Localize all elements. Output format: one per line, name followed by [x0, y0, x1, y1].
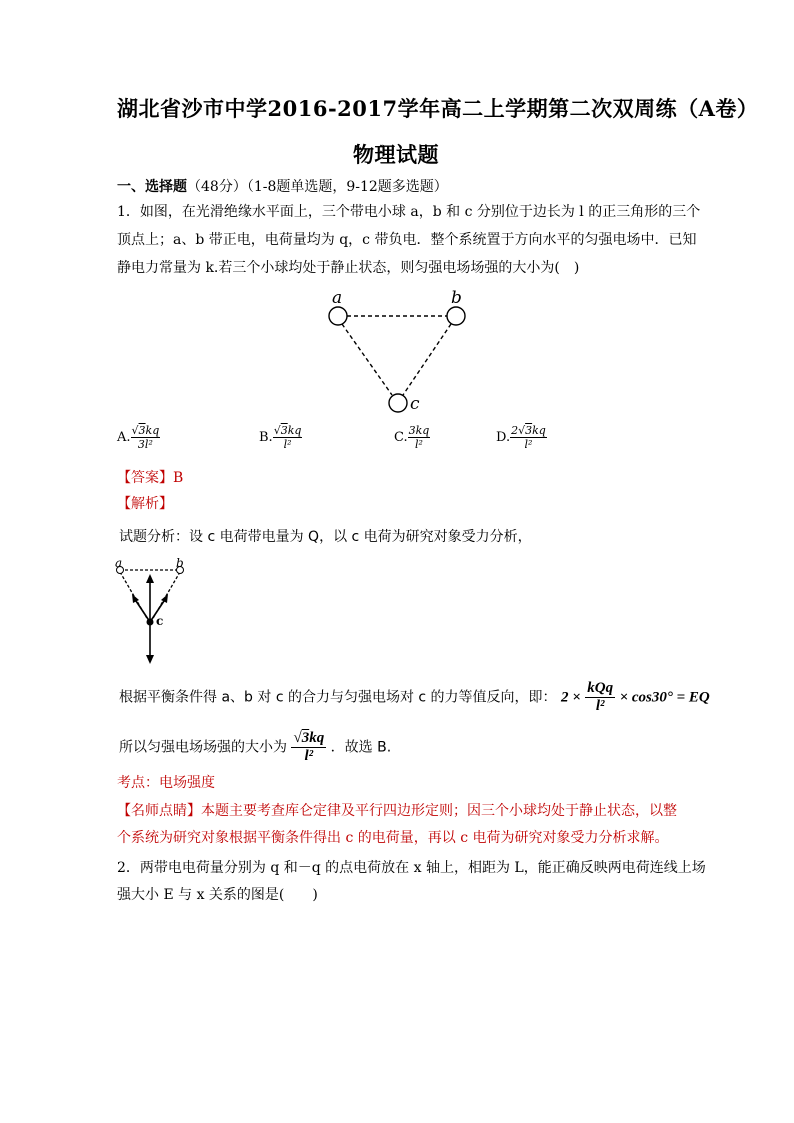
option-a-den: 3l² [137, 438, 153, 451]
section-heading [117, 175, 448, 199]
result-radicand: 3 [301, 730, 310, 746]
force-diagram [112, 558, 192, 668]
analysis-line-2-text: 根据平衡条件得 a、b 对 c 的合力与匀强电场对 c 的力等值反向，即： [119, 689, 557, 706]
option-c-letter: C. [394, 430, 408, 445]
charge-a [329, 307, 347, 325]
analysis-line-2 [119, 680, 710, 715]
triangle-charges-figure [320, 282, 480, 417]
q1-line-1: 1．如图，在光滑绝缘水平面上，三个带电小球 a，b 和 c 分别位于边长为 l 的正三角形的三个 [117, 204, 701, 220]
option-b[interactable] [259, 424, 302, 451]
option-b-letter: B. [259, 430, 273, 445]
option-a-letter: A. [117, 430, 131, 445]
q2-line-2: 强大小 E 与 x 关系的图是( ) [117, 887, 318, 903]
equation-prefix: 2 × [561, 689, 581, 706]
force-label-a: a [115, 558, 123, 570]
option-d-prefix: 2 [511, 424, 519, 437]
option-d-num: kq [532, 424, 546, 437]
option-a-num: kq [145, 424, 160, 437]
section-heading-meta: （48分）（1-8题单选题，9-12题多选题） [187, 179, 448, 195]
option-a[interactable] [117, 424, 160, 451]
charge-c [389, 394, 407, 412]
label-a: a [332, 288, 343, 308]
label-b: b [451, 288, 462, 308]
option-a-radicand: 3 [138, 424, 146, 437]
option-b-radicand: 3 [280, 424, 288, 437]
answer-value: B [173, 470, 184, 486]
option-b-fraction: $\frac{√3kq}{\text{l²}}$ [273, 424, 302, 451]
result-num: kq [309, 730, 325, 746]
analysis-line-1: 试题分析：设 c 电荷带电量为 Q，以 c 电荷为研究对象受力分析， [119, 529, 532, 545]
option-d-radicand: 3 [525, 424, 533, 437]
analysis-line-3-end: ．故选 B. [330, 739, 392, 756]
option-b-num: kq [287, 424, 302, 437]
answer-label: 【答案】 [117, 470, 173, 486]
q1-line-2: 顶点上；a、b 带正电，电荷量均为 q，c 带负电．整个系统置于方向水平的匀强电场中．已知 [117, 232, 697, 248]
force-label-b: b [176, 558, 184, 570]
option-c-den: l² [415, 438, 423, 451]
equation-den: l² [595, 698, 605, 714]
mingshi-line-1: 【名师点睛】本题主要考查库仑定律及平行四边形定则；因三个小球均处于静止状态，以整 [117, 803, 677, 819]
result-fraction: $\frac{√3kq}{\text{l²}}$ [293, 730, 325, 764]
equation-num: kQq [587, 680, 614, 696]
label-c: c [410, 394, 420, 414]
q1-line-3: 静电力常量为 k.若三个小球均处于静止状态，则匀强电场场强的大小为( ) [117, 260, 580, 276]
section-heading-label: 一、选择题 [117, 179, 187, 195]
page-subtitle: 物理试题 [353, 142, 439, 167]
q2-line-1: 2．两带电电荷量分别为 q 和－q 的点电荷放在 x 轴上，相距为 L，能正确反映两电荷连线上场 [117, 860, 706, 876]
option-d-den: l² [524, 438, 533, 451]
option-d-fraction: $\frac{2√3kq}{\text{l²}}$ [511, 424, 546, 451]
analysis-label: 【解析】 [117, 496, 173, 512]
option-d-letter: D. [496, 430, 511, 445]
option-a-fraction: $\frac{√3kq}{\text{3l²}}$ [131, 424, 160, 451]
analysis-line-3 [119, 730, 391, 765]
page-title: 湖北省沙市中学2016-2017学年高二上学期第二次双周练（A卷） [117, 96, 759, 121]
answer-line [117, 466, 183, 490]
analysis-line-3-text: 所以匀强电场场强的大小为 [119, 739, 287, 756]
result-den: l² [304, 748, 314, 764]
force-label-c: c [156, 614, 164, 628]
kaodian-line: 考点：电场强度 [117, 775, 215, 791]
option-b-den: l² [283, 438, 292, 451]
equation-fraction [585, 680, 615, 715]
charge-b [447, 307, 465, 325]
option-c-fraction [408, 424, 431, 451]
equation-suffix: × cos30° = EQ [619, 689, 710, 706]
option-c-num: 3kq [408, 424, 430, 437]
mingshi-line-2: 个系统为研究对象根据平衡条件得出 c 的电荷量，再以 c 电荷为研究对象受力分析求解。 [117, 830, 669, 846]
option-c[interactable] [394, 424, 430, 451]
option-d[interactable] [496, 424, 547, 451]
